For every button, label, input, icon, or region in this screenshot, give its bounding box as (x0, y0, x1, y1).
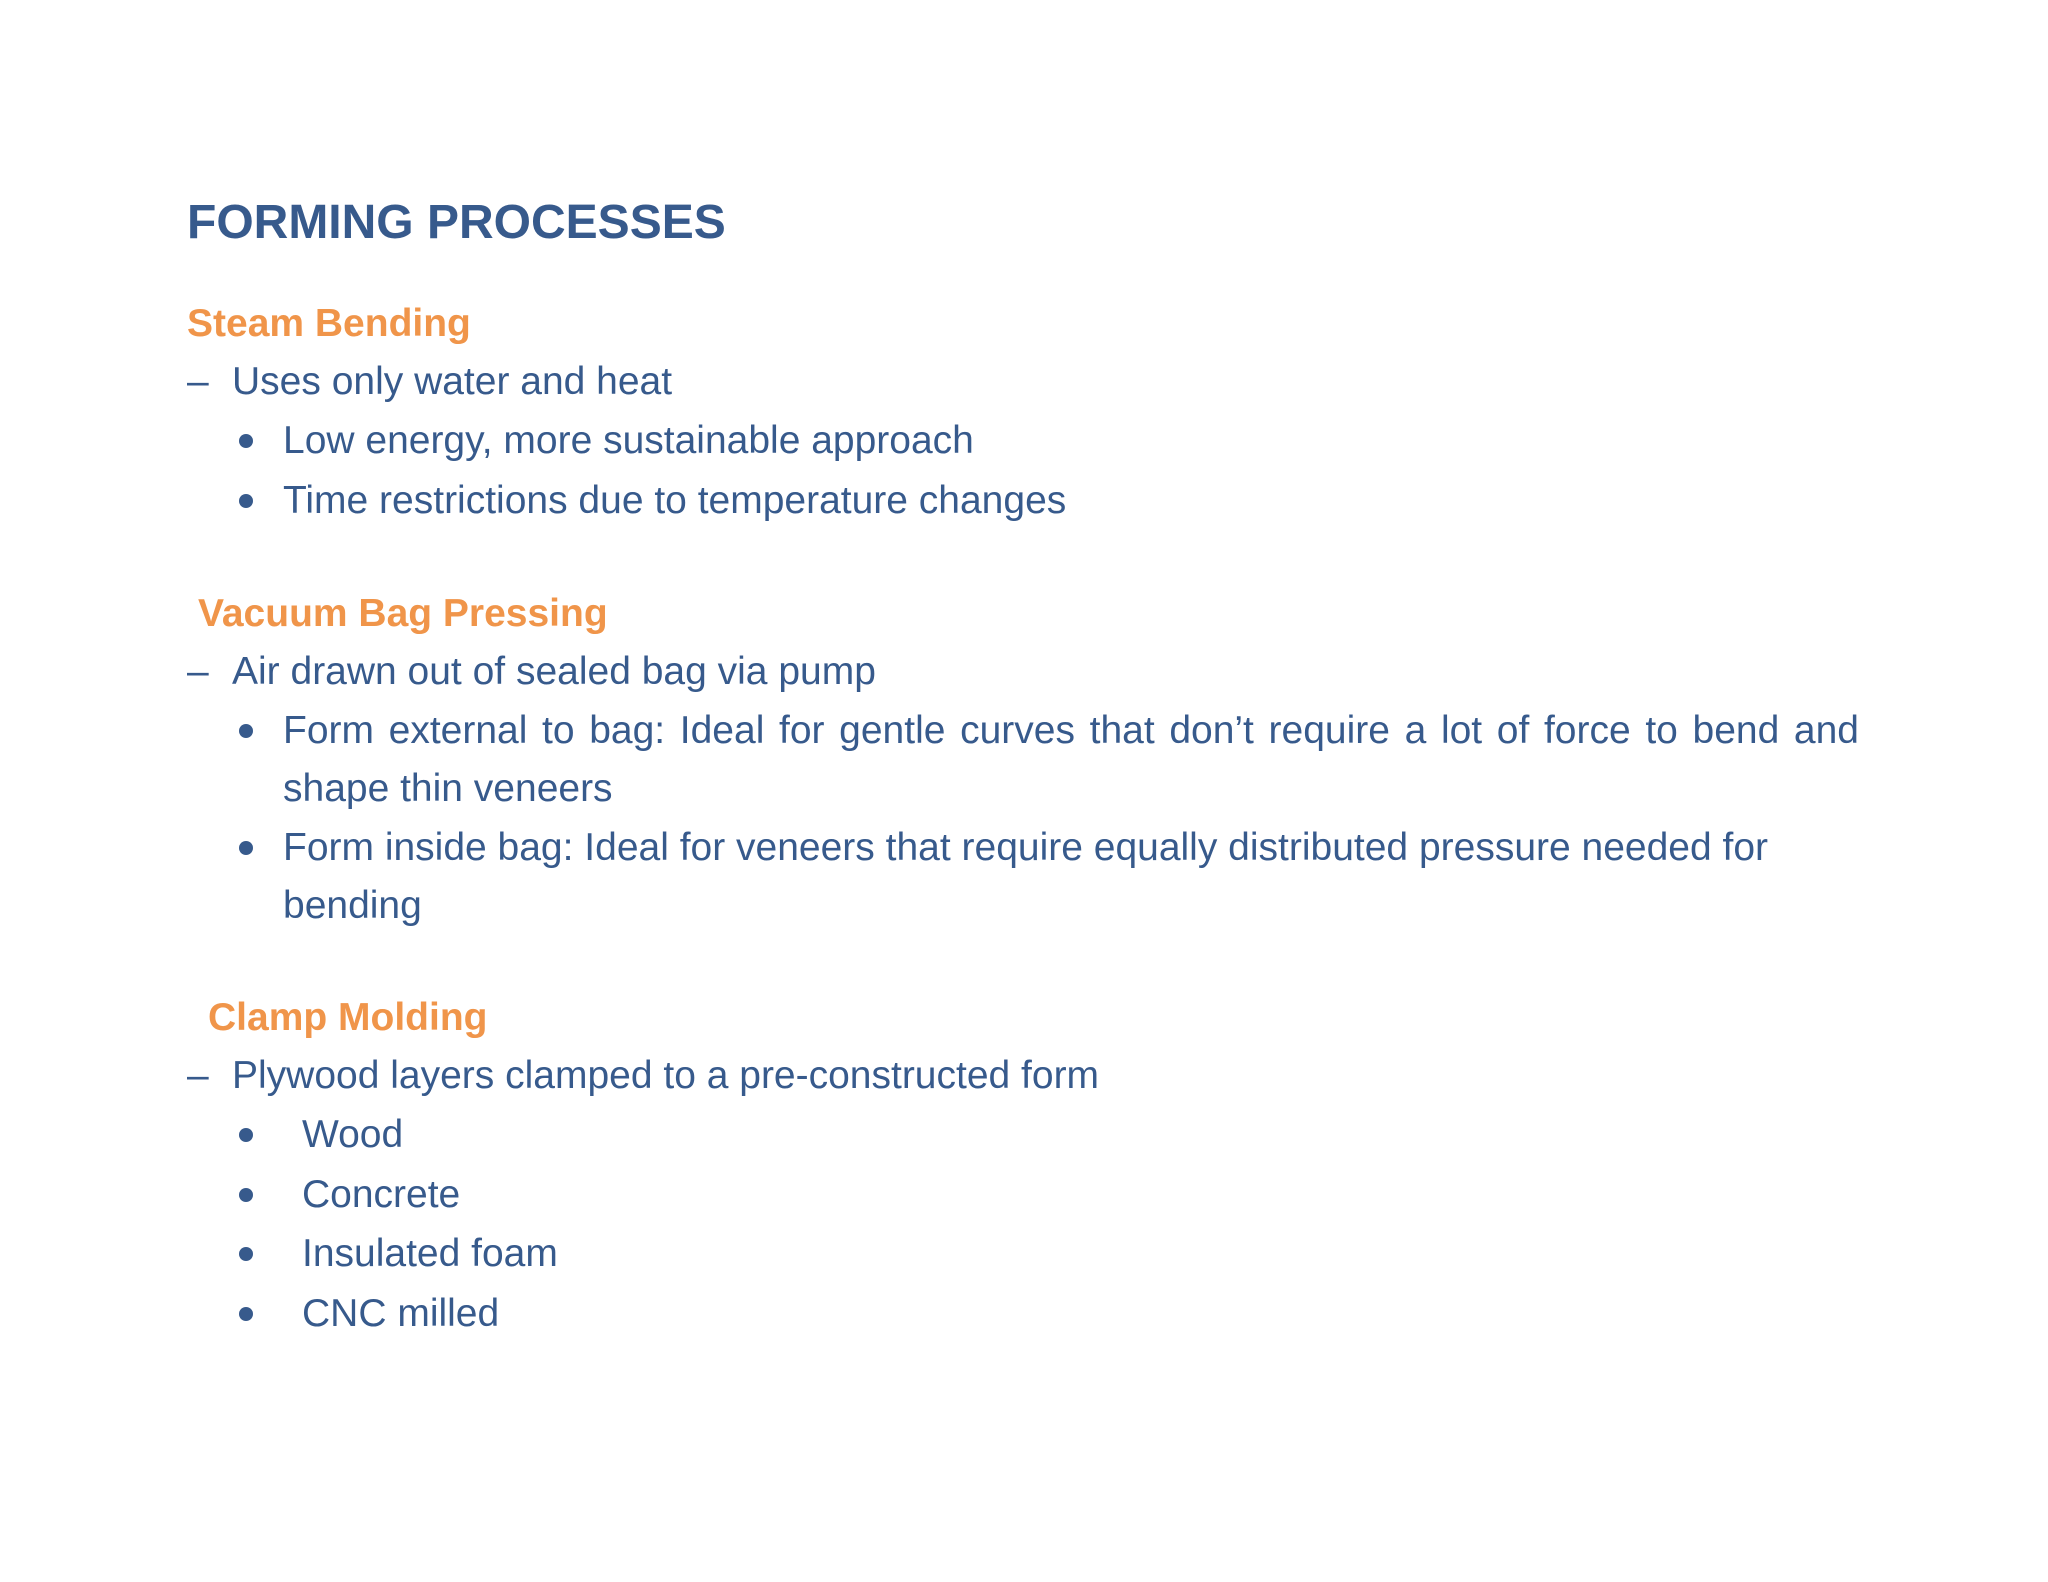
bullet-icon (239, 1247, 253, 1261)
bullet-icon (239, 494, 253, 508)
dash-marker: – (187, 650, 209, 693)
dash-marker: – (187, 1054, 209, 1097)
dash-item-clamp-molding (187, 1051, 1099, 1101)
bullet-icon (239, 841, 253, 855)
list-item-text: Concrete (302, 1173, 461, 1216)
list-item-text: Low energy, more sustainable approach (283, 419, 974, 462)
dash-item-text: Uses only water and heat (232, 360, 673, 403)
section-heading-clamp-molding: Clamp Molding (208, 996, 488, 1039)
list-item-text: CNC milled (302, 1292, 500, 1335)
list-item (234, 1166, 1034, 1224)
bullet-icon (239, 1128, 253, 1142)
list-item (234, 1225, 1034, 1283)
bullet-icon (239, 434, 253, 448)
bullet-icon (239, 724, 253, 738)
dash-item-vacuum-bag-pressing (187, 647, 876, 697)
list-item (234, 819, 1859, 935)
dash-item-text: Air drawn out of sealed bag via pump (232, 650, 876, 693)
list-item-text: Insulated foam (302, 1232, 558, 1275)
list-item (234, 1285, 1034, 1343)
section-heading-steam-bending: Steam Bending (187, 302, 471, 345)
dash-item-text: Plywood layers clamped to a pre-constructed form (232, 1054, 1100, 1097)
bullet-icon (239, 1307, 253, 1321)
list-item (234, 412, 1874, 470)
list-item-text: Form inside bag: Ideal for veneers that require equally distributed pressure needed for bending (283, 826, 1769, 927)
dash-marker: – (187, 360, 209, 403)
bullet-icon (239, 1188, 253, 1202)
list-item-text: Wood (302, 1113, 404, 1156)
section-heading-vacuum-bag-pressing: Vacuum Bag Pressing (198, 592, 608, 635)
list-item (234, 1106, 1034, 1164)
list-item (234, 472, 1874, 530)
list-item (234, 702, 1859, 818)
list-item-text: Form external to bag: Ideal for gentle curves that don’t require a lot of force to bend and shape thin veneers (283, 709, 1859, 810)
dash-item-steam-bending (187, 357, 672, 407)
list-item-text: Time restrictions due to temperature changes (283, 479, 1067, 522)
page-title: FORMING PROCESSES (187, 196, 726, 249)
